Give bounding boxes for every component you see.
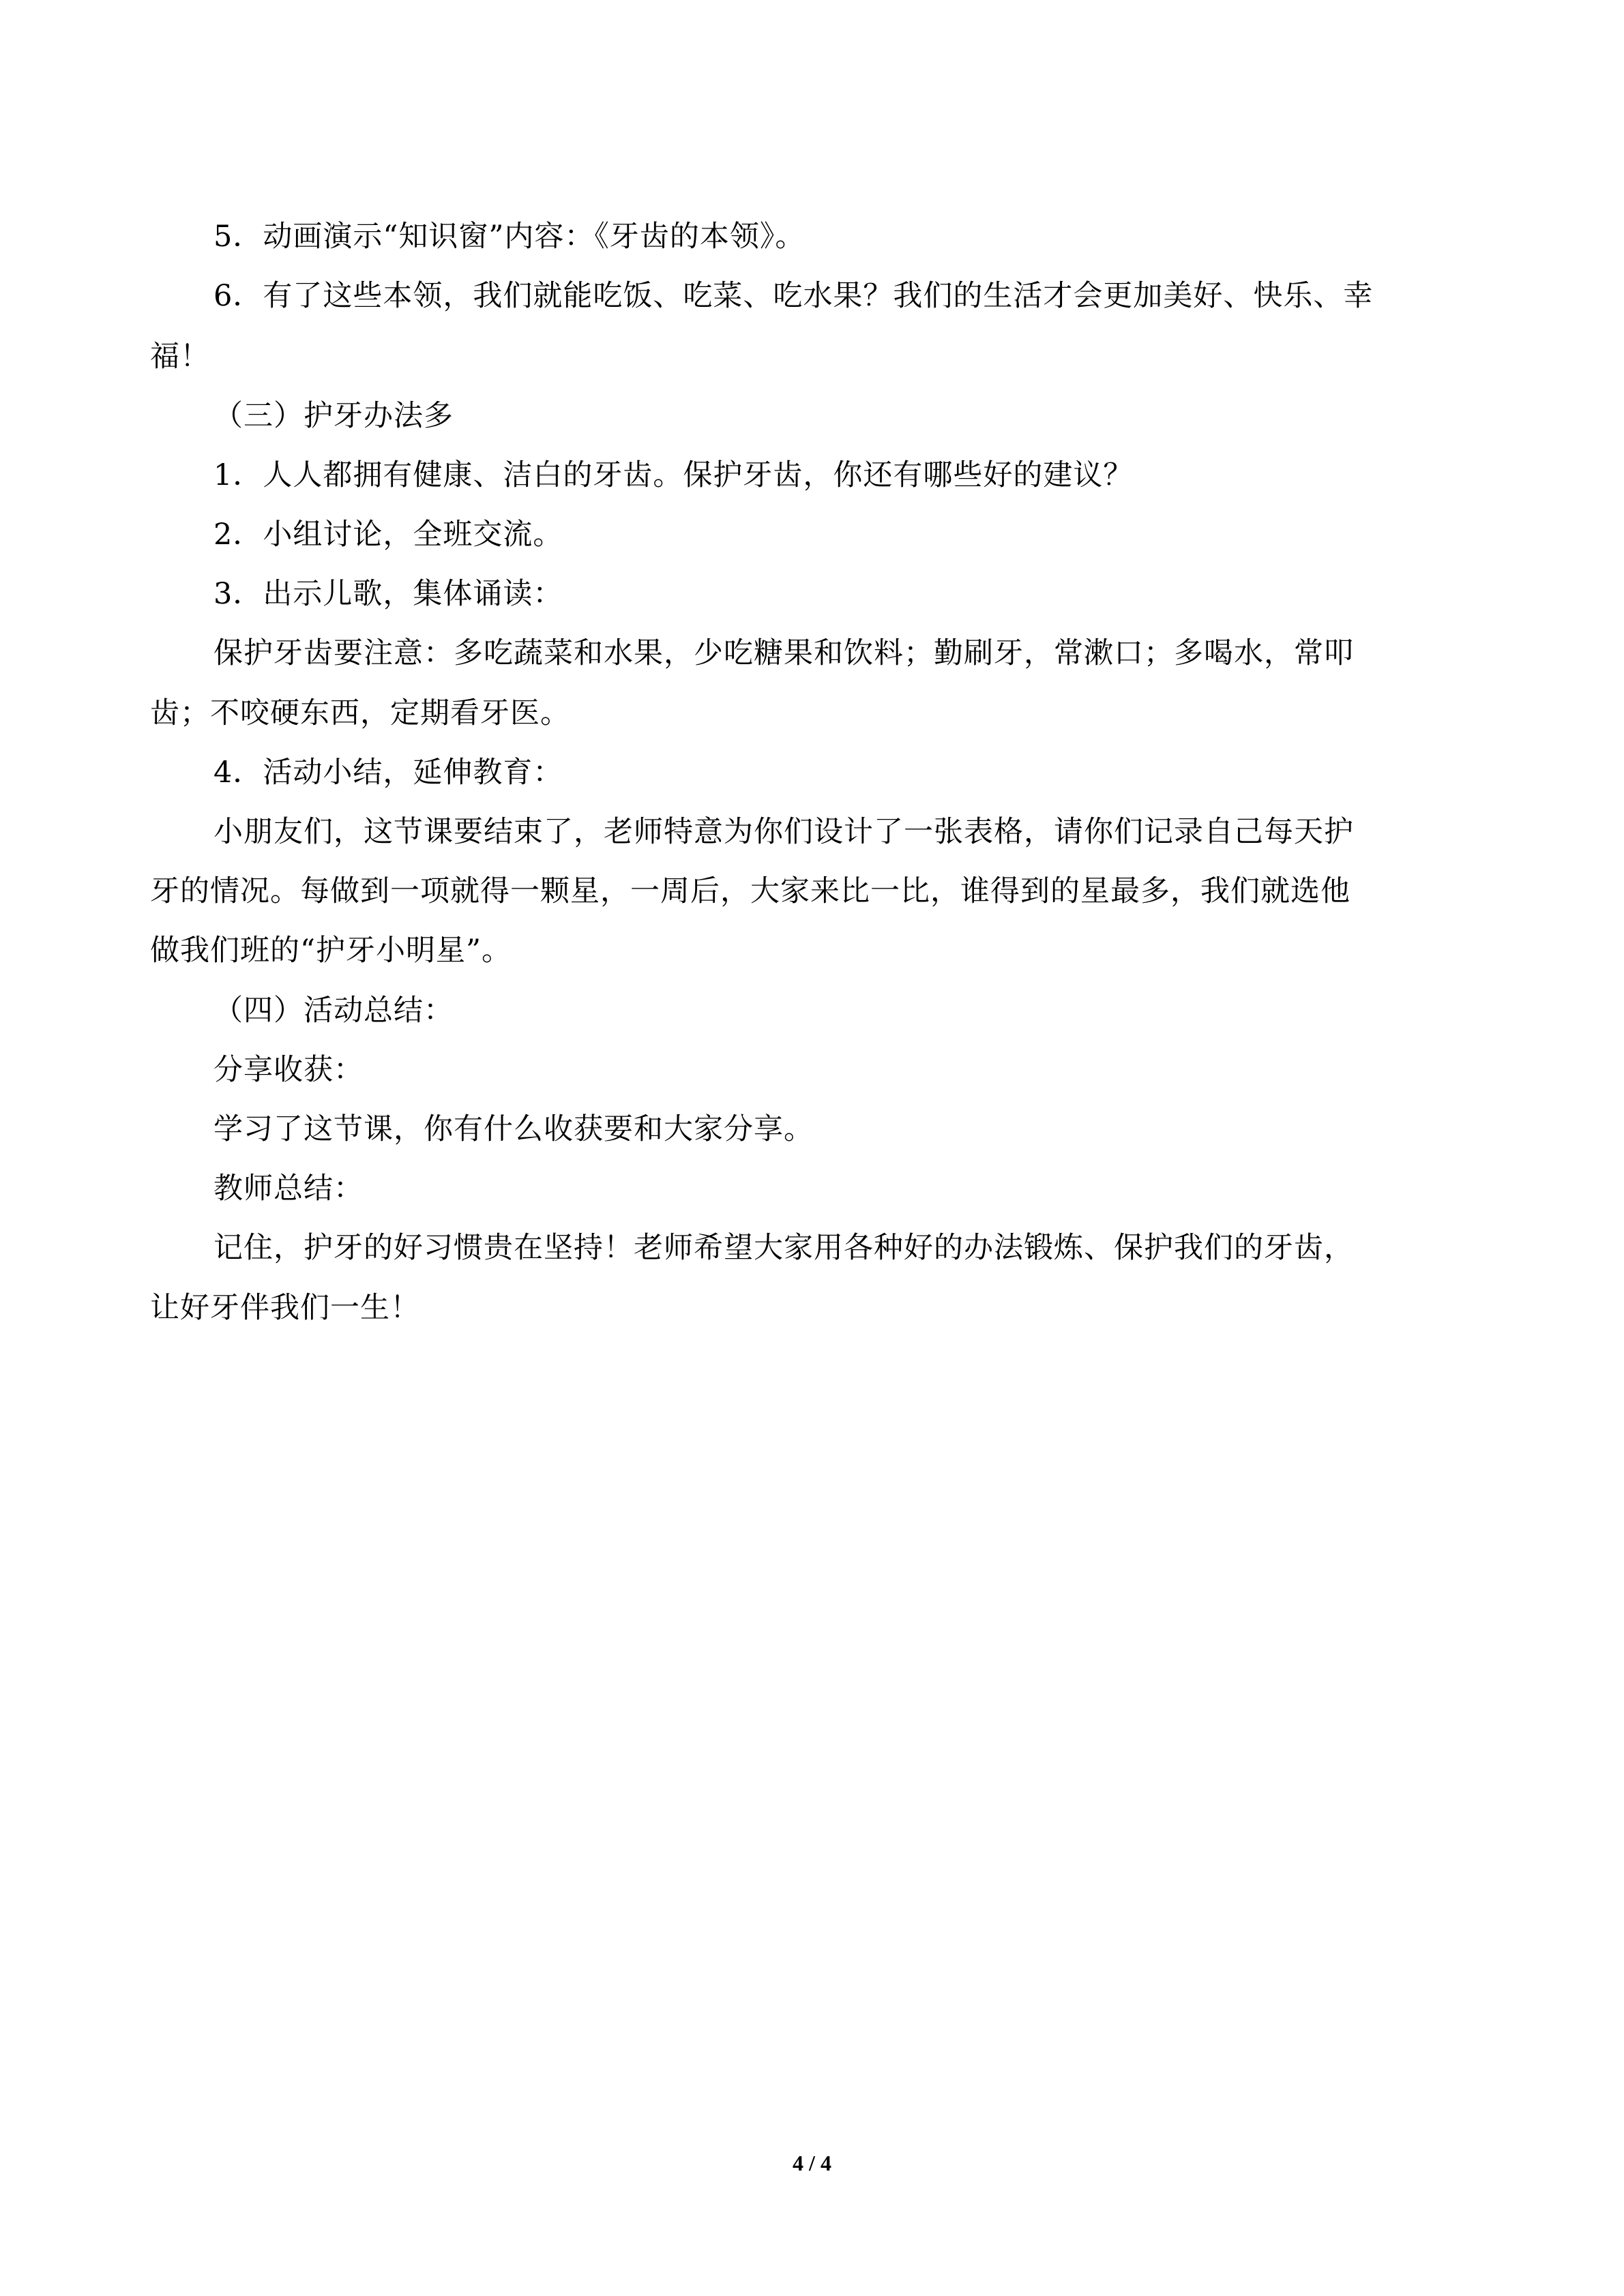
rhyme-line-2: 齿；不咬硬东西，定期看牙医。 xyxy=(150,696,570,730)
section-3-item-3: 3．出示儿歌，集体诵读： xyxy=(213,577,563,611)
page-number: 4 / 4 xyxy=(793,2151,831,2175)
item-6-line-2: 福！ xyxy=(150,340,210,374)
item-6-line-1: 6．有了这些本领，我们就能吃饭、吃菜、吃水果？我们的生活才会更加美好、快乐、幸 xyxy=(213,279,1374,313)
section-3-item-4: 4．活动小结，延伸教育： xyxy=(213,756,563,790)
rhyme-line-1: 保护牙齿要注意：多吃蔬菜和水果，少吃糖果和饮料；勤刷牙，常漱口；多喝水，常叩 xyxy=(213,636,1354,670)
section-3-item-1: 1．人人都拥有健康、洁白的牙齿。保护牙齿，你还有哪些好的建议？ xyxy=(213,458,1134,492)
section-3-heading: （三）护牙办法多 xyxy=(213,399,454,433)
section-3-item-2: 2．小组讨论，全班交流。 xyxy=(213,518,563,552)
item-5-knowledge-window: 5．动画演示“知识窗”内容：《牙齿的本领》。 xyxy=(213,220,806,254)
teacher-summary-line-2: 让好牙伴我们一生！ xyxy=(150,1291,420,1325)
summary-paragraph-line-3: 做我们班的“护牙小明星”。 xyxy=(150,934,512,968)
teacher-summary-line-1: 记住，护牙的好习惯贵在坚持！老师希望大家用各种好的办法锻炼、保护我们的牙齿， xyxy=(213,1231,1354,1265)
section-4-heading: （四）活动总结： xyxy=(213,994,454,1028)
share-harvest-label: 分享收获： xyxy=(213,1053,364,1087)
share-harvest-text: 学习了这节课，你有什么收获要和大家分享。 xyxy=(213,1112,814,1146)
teacher-summary-label: 教师总结： xyxy=(213,1172,364,1206)
summary-paragraph-line-2: 牙的情况。每做到一项就得一颗星，一周后，大家来比一比，谁得到的星最多，我们就选他 xyxy=(150,874,1350,908)
summary-paragraph-line-1: 小朋友们，这节课要结束了，老师特意为你们设计了一张表格，请你们记录自己每天护 xyxy=(213,815,1354,849)
